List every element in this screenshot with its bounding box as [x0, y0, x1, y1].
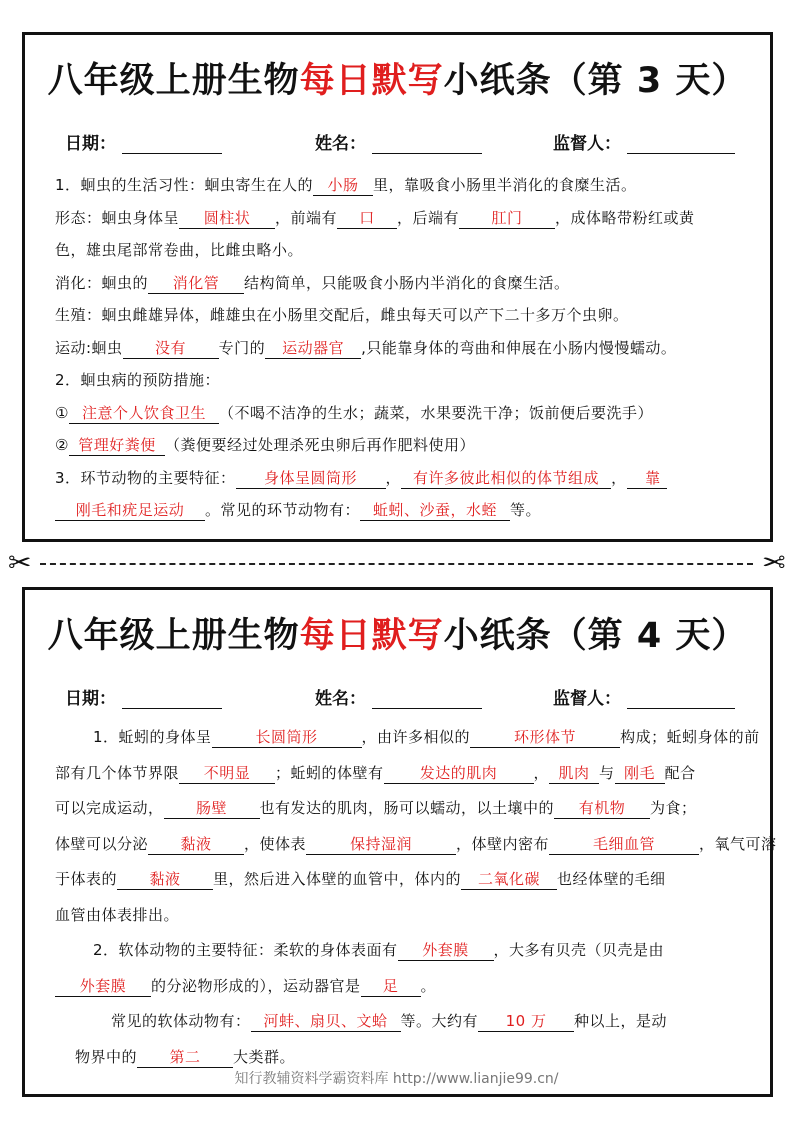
header-fields	[65, 129, 730, 155]
card-title	[25, 53, 770, 103]
card-body	[55, 169, 742, 527]
answer: 发达的肌肉	[384, 763, 534, 784]
text: 种以上，是动	[574, 1012, 668, 1030]
text: 2．蛔虫病的预防措施：	[55, 371, 221, 389]
date-field	[65, 684, 222, 709]
text: ；蚯蚓的体壁有	[275, 763, 384, 782]
text: 与	[599, 763, 615, 782]
text: 部有几个体节界限	[55, 763, 180, 782]
text: 3．环节动物的主要特征：	[55, 468, 236, 487]
text: （不喝不洁净的生水；蔬菜，水果要洗干净；饭前便后要洗手）	[218, 403, 653, 422]
answer: 圆柱状	[179, 208, 275, 229]
answer: 10 万	[478, 1011, 574, 1032]
text: 等。大约有	[400, 1012, 479, 1030]
text: 构成；蚯蚓身体的前	[620, 728, 760, 746]
text: 配合	[664, 763, 696, 782]
text: ，体壁内密布	[456, 834, 550, 853]
text: 里，靠吸食小肠里半消化的食糜生活。	[373, 176, 637, 194]
date-field	[65, 129, 222, 154]
answer: 环形体节	[470, 727, 620, 748]
text: 色，雄虫尾部常卷曲，比雌虫略小。	[55, 241, 304, 259]
text: 生殖：蛔虫雌雄异体，雌雄虫在小肠里交配后，雌虫每天可以产下二十多万个虫卵。	[55, 306, 629, 324]
answer: 肛门	[459, 208, 555, 229]
text: 常见的软体动物有：	[111, 1012, 251, 1030]
text: 。常见的环节动物有：	[205, 501, 361, 519]
text: 监督人：	[553, 689, 621, 709]
text: 体壁可以分泌	[55, 834, 149, 853]
text: 也有发达的肌肉，肠可以蠕动，以土壤中的	[259, 799, 555, 817]
answer: 运动器官	[265, 338, 361, 359]
answer: 口	[337, 208, 397, 229]
text-line	[55, 169, 742, 202]
text-line	[55, 299, 742, 332]
text-line	[55, 720, 760, 756]
text: 。	[420, 976, 437, 995]
text: ，	[533, 763, 550, 782]
answer: 有机物	[554, 798, 650, 819]
header-fields	[65, 684, 730, 710]
text: 里，然后进入体壁的血管中，体内的	[213, 870, 462, 888]
text: 也经体壁的毛细	[557, 870, 666, 888]
text-line	[55, 234, 742, 267]
answer: 第二	[137, 1047, 233, 1068]
text-line	[55, 397, 742, 430]
text: 2．软体动物的主要特征：柔软的身体表面有	[93, 941, 398, 959]
answer: 足	[361, 976, 421, 997]
text: 每日默写	[299, 61, 444, 101]
scissors-icon: ✂	[761, 546, 785, 579]
text: 1．蚯蚓的身体呈	[93, 728, 212, 746]
text: 专门的	[218, 338, 266, 357]
text: 日期：	[65, 134, 116, 154]
text: ，	[611, 468, 627, 487]
text: 姓名：	[315, 134, 366, 154]
text: 八年级上册生物	[47, 61, 300, 101]
text: ，使体表	[244, 834, 307, 853]
text-line	[55, 267, 742, 300]
text: 物界中的	[75, 1047, 138, 1066]
answer: 二氧化碳	[461, 869, 557, 890]
supervisor-field	[553, 684, 735, 709]
text: ，成体略带粉红或黄	[555, 208, 695, 227]
text: 小纸条（第 4 天）	[443, 616, 748, 656]
text-line	[55, 898, 742, 934]
scissors-icon: ✂	[8, 546, 32, 579]
name-field	[315, 684, 482, 709]
text-line	[55, 462, 742, 495]
text: 为食；	[650, 799, 697, 817]
text: 运动:蛔虫	[55, 338, 123, 357]
answer: 外套膜	[55, 976, 151, 997]
card-body	[55, 720, 777, 1075]
answer: 消化管	[148, 273, 244, 294]
text: 血管由体表排出。	[55, 905, 180, 924]
answer: 靠	[627, 468, 667, 489]
text-line	[55, 827, 777, 863]
text: 大类群。	[233, 1047, 296, 1066]
text: 消化：蛔虫的	[55, 273, 149, 292]
text-line	[55, 332, 742, 365]
answer: 河蚌、扇贝、文蛤	[251, 1011, 401, 1032]
text: 的分泌物形成的），运动器官是	[151, 976, 361, 995]
text: 可以完成运动，	[55, 799, 164, 817]
text: ，	[385, 468, 402, 487]
text: ，氧气可溶	[699, 834, 777, 853]
text-line	[55, 969, 742, 1005]
text: 监督人：	[553, 134, 621, 154]
answer: 不明显	[179, 763, 275, 784]
note-card-day4	[22, 587, 777, 1097]
answer: 刚毛和疣足运动	[55, 500, 205, 521]
card-title	[25, 608, 770, 658]
footer-watermark: 知行教辅资料学霸资料库 http://www.lianjie99.cn/	[234, 1071, 559, 1087]
answer: 注意个人饮食卫生	[69, 403, 219, 424]
text: 1．蛔虫的生活习性：蛔虫寄生在人的	[55, 176, 314, 194]
supervisor-field	[553, 129, 735, 154]
text: ,只能靠身体的弯曲和伸展在小肠内慢慢蠕动。	[361, 338, 677, 357]
answer: 毛细血管	[549, 834, 699, 855]
answer: 身体呈圆筒形	[236, 468, 386, 489]
name-field	[315, 129, 482, 154]
answer: 长圆筒形	[212, 727, 362, 748]
text-line	[55, 429, 742, 462]
text: ，由许多相似的	[361, 728, 471, 746]
answer: 保持湿润	[306, 834, 456, 855]
text: 等。	[510, 501, 542, 519]
text: 小纸条（第 3 天）	[443, 61, 748, 101]
answer: 刚毛	[615, 763, 665, 784]
text: 日期：	[65, 689, 116, 709]
answer: 黏液	[117, 869, 213, 890]
text-line	[55, 494, 742, 527]
text: ，前端有	[275, 208, 338, 227]
answer: 有许多彼此相似的体节组成	[401, 468, 611, 489]
text: 每日默写	[299, 616, 444, 656]
text-line	[55, 862, 742, 898]
answer: 肠壁	[164, 798, 260, 819]
answer: 外套膜	[398, 940, 494, 961]
text-line	[55, 1004, 742, 1040]
text-line	[55, 933, 742, 969]
text: （粪便要经过处理杀死虫卵后再作肥料使用）	[164, 436, 475, 454]
answer: 肌肉	[549, 763, 599, 784]
text: ，大多有贝壳（贝壳是由	[493, 941, 665, 959]
note-card-day3	[22, 32, 773, 542]
text: 结构简单，只能吸食小肠内半消化的食糜生活。	[244, 273, 570, 292]
text: 于体表的	[55, 870, 118, 888]
answer: 黏液	[148, 834, 244, 855]
text: ①	[55, 403, 69, 422]
answer: 没有	[123, 338, 219, 359]
text-line	[55, 364, 742, 397]
text-line	[55, 791, 742, 827]
text: ，后端有	[397, 208, 460, 227]
text: 八年级上册生物	[47, 616, 300, 656]
text: 形态：蛔虫身体呈	[55, 208, 180, 227]
cut-line	[40, 563, 753, 565]
answer: 小肠	[313, 175, 373, 196]
text-line	[55, 202, 742, 235]
text-line	[55, 756, 742, 792]
text: 姓名：	[315, 689, 366, 709]
answer: 管理好粪便	[69, 435, 165, 456]
text: ②	[55, 436, 69, 454]
answer: 蚯蚓、沙蚕，水蛭	[360, 500, 510, 521]
